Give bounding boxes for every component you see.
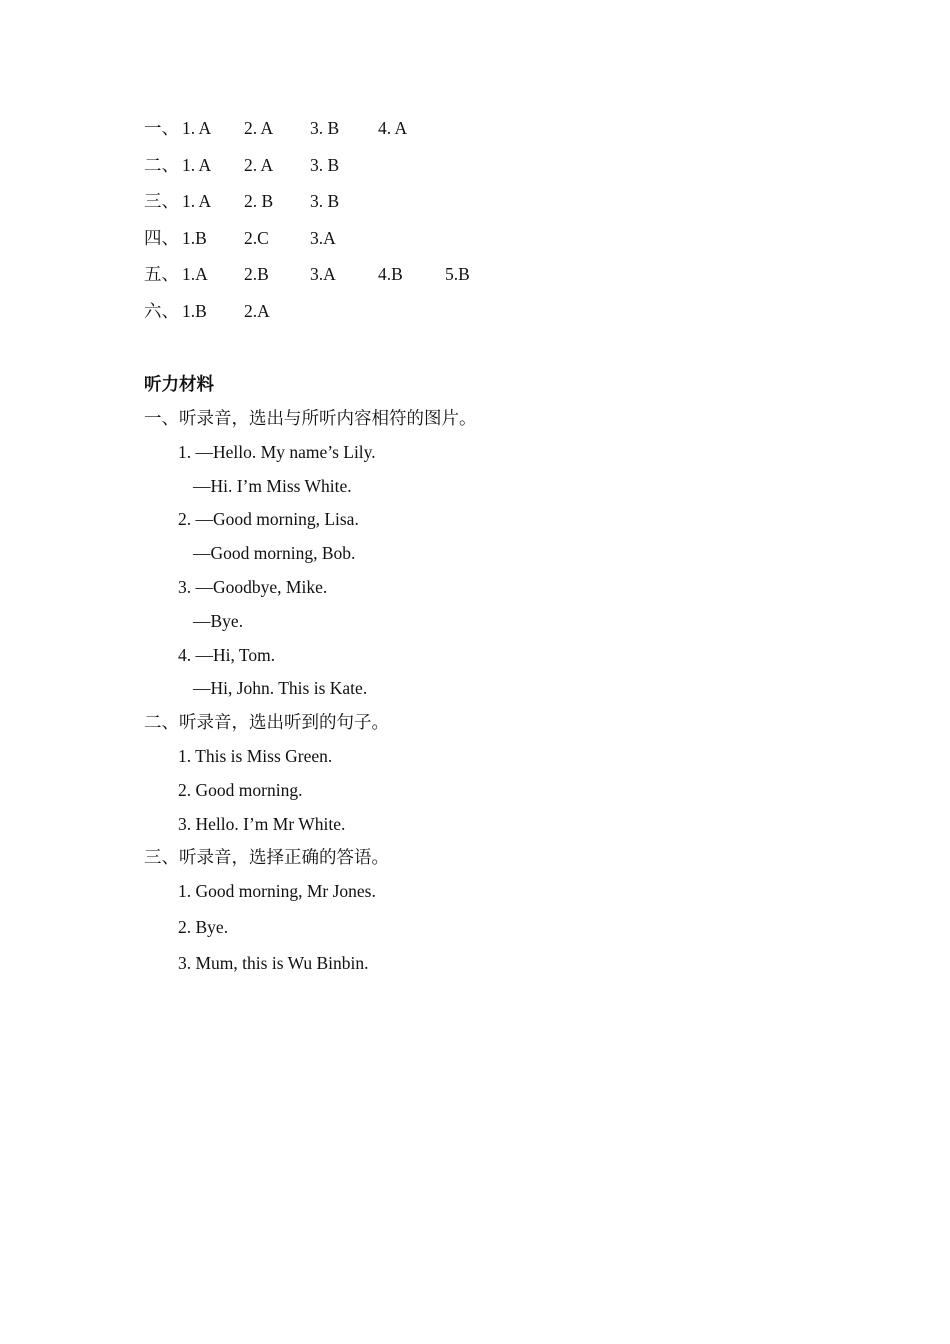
- dialogue-line: 2. —Good morning, Lisa.: [178, 509, 359, 530]
- sentence-line: 2. Bye.: [178, 917, 229, 938]
- answer-item: 2. B: [244, 191, 274, 212]
- dialogue-reply: —Hi. I’m Miss White.: [193, 475, 352, 496]
- dialogue-line: 4. —Hi, Tom.: [178, 644, 276, 665]
- answer-item: 3. B: [310, 154, 340, 175]
- answer-row-5: [144, 260, 470, 297]
- sentence-line: 2. Good morning.: [178, 779, 303, 800]
- answer-row-2: [144, 151, 340, 188]
- answer-item: 1.B: [182, 300, 207, 321]
- section-heading-1: 一、听录音，选出与所听内容相符的图片。: [144, 408, 477, 428]
- answer-item: 1. A: [182, 154, 212, 175]
- dialogue-reply: —Good morning, Bob.: [193, 543, 356, 564]
- answer-row-1: [144, 114, 408, 151]
- answer-key: [144, 114, 470, 334]
- dialogue-line: 3. —Goodbye, Mike.: [178, 576, 328, 597]
- answer-item: 1. A: [182, 118, 212, 138]
- answer-item: 5.B: [445, 264, 470, 285]
- answer-item: 2. A: [244, 154, 274, 175]
- answer-prefix: 二、: [144, 154, 179, 175]
- dialogue-reply: —Bye.: [193, 610, 244, 631]
- answer-item: 1.A: [182, 264, 208, 285]
- sentence-line: 1. This is Miss Green.: [178, 745, 333, 766]
- section-heading-2: 二、听录音，选出听到的句子。: [144, 712, 389, 733]
- answer-item: 3. B: [310, 118, 340, 138]
- answer-item: 2. A: [244, 118, 274, 138]
- sentence-line: 3. Mum, this is Wu Binbin.: [178, 953, 369, 974]
- listening-material: [144, 370, 844, 985]
- listening-title: 听力材料: [144, 374, 214, 394]
- answer-row-6: [144, 297, 270, 334]
- answer-item: 3.A: [310, 264, 336, 285]
- dialogue-reply: —Hi, John. This is Kate.: [193, 678, 368, 699]
- section-heading-3: 三、听录音，选择正确的答语。: [144, 847, 389, 868]
- answer-item: 2.B: [244, 264, 269, 285]
- sentence-line: 3. Hello. I’m Mr White.: [178, 813, 346, 834]
- answer-item: 3. B: [310, 191, 340, 212]
- answer-row-3: [144, 187, 340, 224]
- answer-prefix: 六、: [144, 300, 179, 321]
- answer-item: 2.A: [244, 300, 270, 321]
- answer-item: 1.B: [182, 227, 207, 248]
- answer-prefix: 三、: [144, 191, 179, 212]
- answer-item: 1. A: [182, 191, 212, 212]
- answer-item: 2.C: [244, 227, 269, 248]
- answer-item: 3.A: [310, 227, 336, 248]
- sentence-line: 1. Good morning, Mr Jones.: [178, 881, 376, 902]
- answer-prefix: 五、: [144, 264, 179, 285]
- answer-item: 4. A: [378, 118, 408, 138]
- answer-row-4: [144, 224, 336, 261]
- dialogue-line: 1. —Hello. My name’s Lily.: [178, 441, 376, 462]
- answer-prefix: 四、: [144, 227, 179, 248]
- answer-prefix: 一、: [144, 118, 179, 138]
- answer-item: 4.B: [378, 264, 403, 285]
